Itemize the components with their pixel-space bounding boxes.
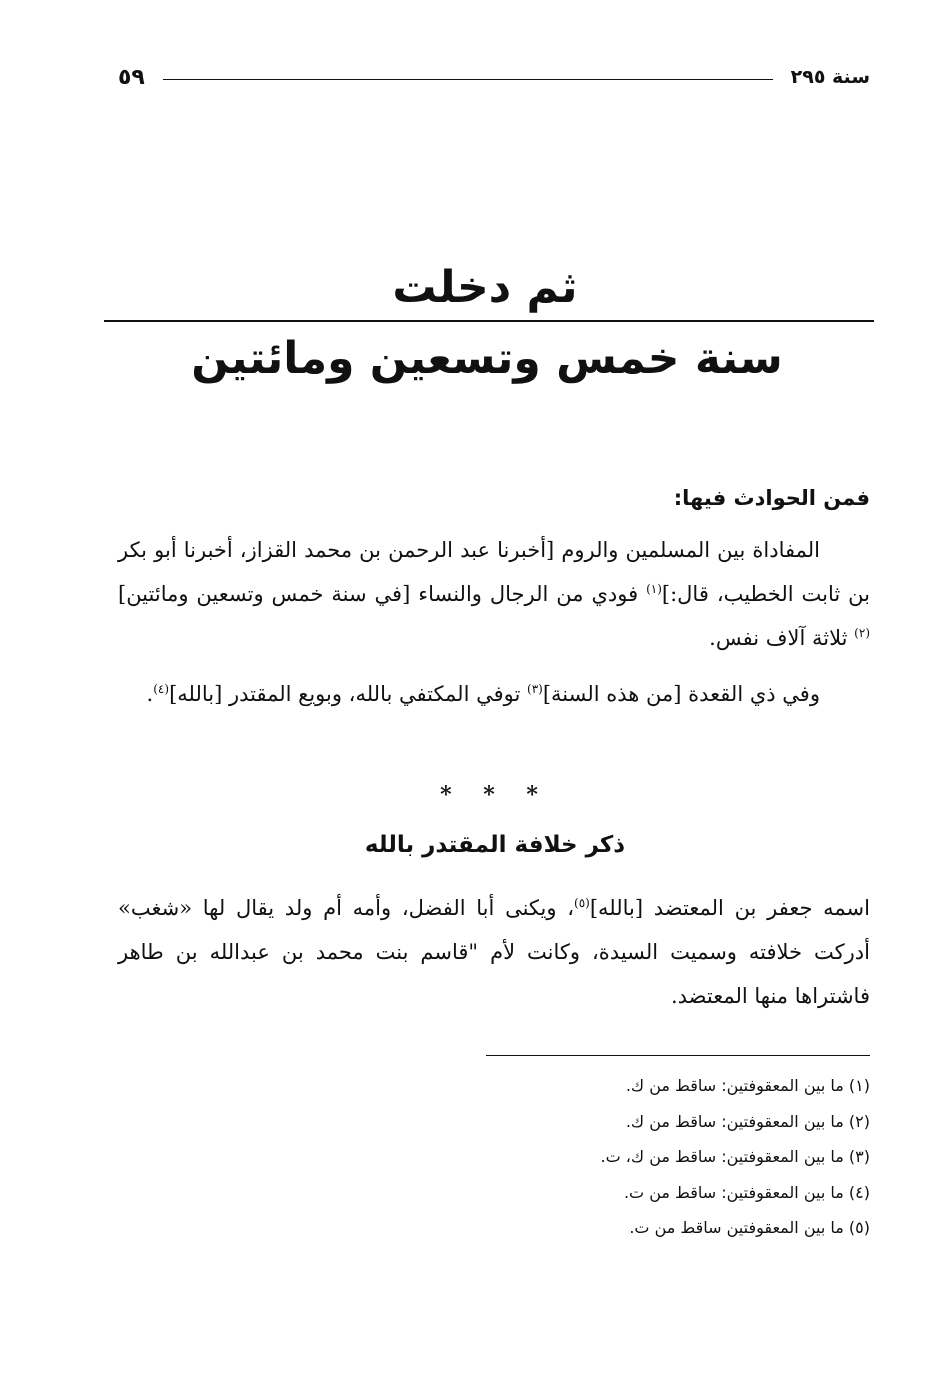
footnotes-list: [118, 1068, 870, 1246]
paragraph-death: [118, 672, 870, 716]
events-subheading: فمن الحوادث فيها:: [673, 486, 870, 510]
paragraph-muqtadir: [118, 886, 870, 1018]
footnote-ref-5: (٥): [574, 896, 590, 910]
paragraph-text: ثلاثة آلاف نفس.: [709, 626, 855, 650]
paragraph-text: ، ويكنى أبا الفضل، وأمه أم ولد يقال لها «شغب» أدركت خلافته وسميت السيدة، وكانت لأم "قاسم بنت محمد بن عبدالله بن طاهر فاشتراها منها المعتضد.: [118, 896, 870, 1008]
page-number: ٥٩: [118, 64, 145, 90]
footnote-ref-1: (١): [646, 582, 662, 596]
footnote-item: (٣) ما بين المعقوفتين: ساقط من ك، ت.: [600, 1147, 870, 1166]
paragraph-text: اسمه جعفر بن المعتضد [بالله]: [589, 896, 870, 920]
footnote-ref-2: (٢): [854, 626, 870, 640]
chapter-title-line2: سنة خمس وتسعين ومائتين: [191, 333, 783, 384]
running-header: [118, 60, 870, 94]
header-rule: [163, 79, 773, 80]
paragraph-exchange: [118, 528, 870, 660]
paragraph-text: توفي المكتفي بالله، وبويع المقتدر [بالله]: [169, 682, 528, 706]
footnote-ref-4: (٤): [153, 682, 170, 696]
section-separator: * * *: [440, 782, 550, 808]
paragraph-text: وفي ذي القعدة [من هذه السنة]: [542, 682, 820, 706]
paragraph-text: .: [146, 682, 154, 706]
section-heading: ذكر خلافة المقتدر بالله: [364, 832, 626, 858]
chapter-title-line1: ثم دخلت: [392, 262, 578, 313]
footnote-item: (٥) ما بين المعقوفتين ساقط من ت.: [629, 1218, 870, 1237]
footnote-item: (٢) ما بين المعقوفتين: ساقط من ك.: [625, 1111, 870, 1131]
footnote-ref-3: (٣): [527, 682, 543, 696]
running-title: سنة ٢٩٥: [790, 66, 870, 88]
footnote-divider: [486, 1055, 870, 1056]
footnote-item: (١) ما بين المعقوفتين: ساقط من ك.: [625, 1076, 870, 1095]
paragraph-text: فودي من الرجال والنساء [في سنة خمس وتسعين ومائتين]: [118, 582, 647, 606]
paragraph-text: المفاداة بين المسلمين والروم [أخبرنا عبد الرحمن بن محمد القزاز، أخبرنا أبو بكر بن ثابت الخطيب، قال:]: [118, 538, 870, 606]
title-divider: [104, 320, 874, 322]
footnote-item: (٤) ما بين المعقوفتين: ساقط من ت.: [623, 1182, 870, 1202]
